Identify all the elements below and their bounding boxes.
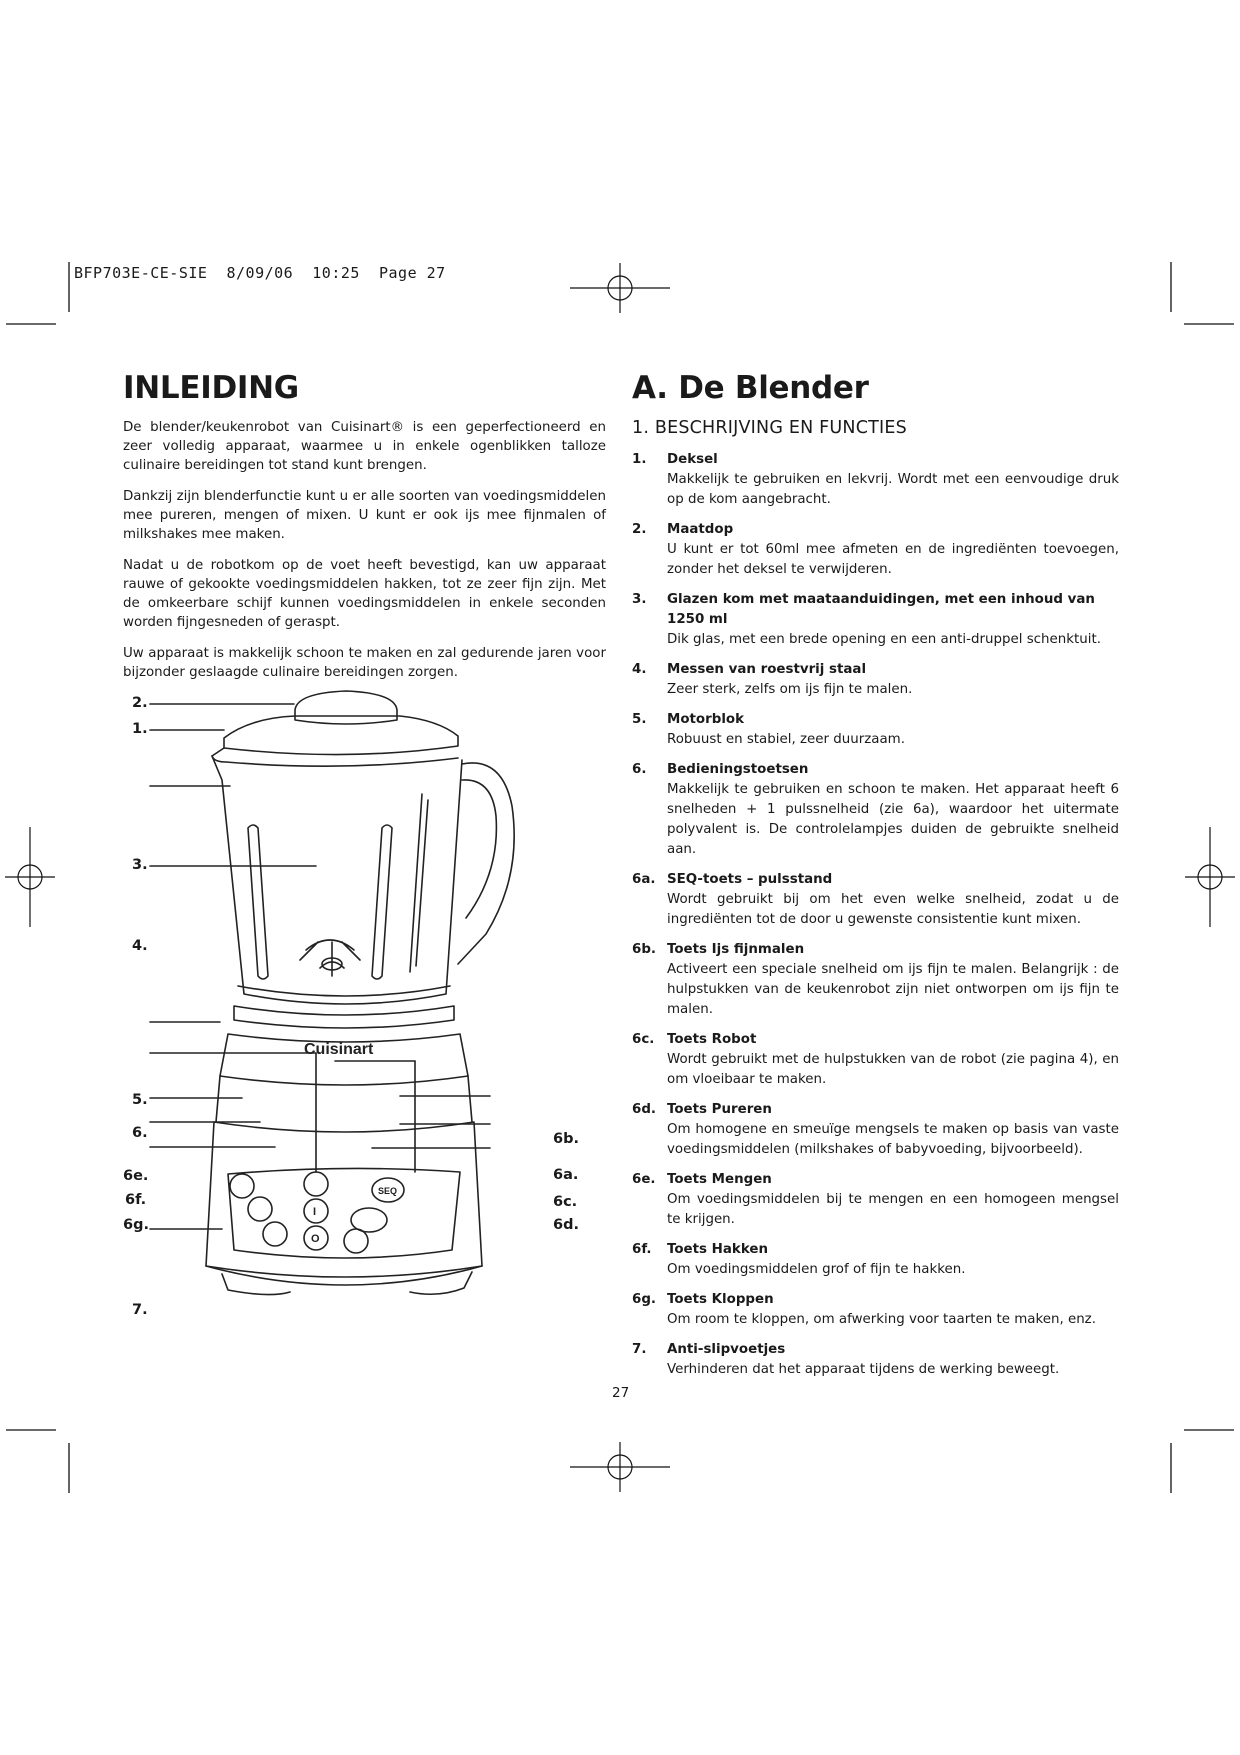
feature-item bbox=[632, 870, 1119, 930]
feature-description: Activeert een speciale snelheid om ijs fijn te malen. Belangrijk : de hulpstukken van de keukenrobot zijn niet ontworpen om ijs fijn te malen. bbox=[667, 962, 1119, 1017]
description-subheading: 1. BESCHRIJVING EN FUNCTIES bbox=[632, 418, 907, 438]
callout-4: 4. bbox=[132, 938, 148, 954]
blender-heading: A. De Blender bbox=[632, 370, 869, 406]
callout-2: 2. bbox=[132, 695, 148, 711]
feature-item bbox=[632, 520, 1119, 580]
page-number: 27 bbox=[612, 1385, 630, 1401]
seq-label: SEQ bbox=[378, 1186, 398, 1196]
feature-title: Bedieningstoetsen bbox=[667, 762, 809, 777]
feature-number: 6a. bbox=[632, 872, 656, 887]
jar-handle bbox=[458, 763, 514, 964]
measuring-cap bbox=[295, 691, 397, 724]
callout-6d: 6d. bbox=[553, 1217, 579, 1233]
registration-mark-bottom bbox=[570, 1442, 670, 1492]
callout-6a: 6a. bbox=[553, 1167, 579, 1183]
callout-6b: 6b. bbox=[553, 1131, 579, 1147]
feature-description: Verhinderen dat het apparaat tijdens de werking beweegt. bbox=[667, 1362, 1060, 1377]
feature-description: Om voedingsmiddelen bij te mengen en een homogeen mengsel te krijgen. bbox=[667, 1192, 1119, 1227]
lid bbox=[224, 716, 458, 755]
feature-number: 3. bbox=[632, 592, 647, 607]
intro-paragraph: Nadat u de robotkom op de voet heeft bevestigd, kan uw apparaat rauwe of gekookte voedingsmiddelen hakken, tot ze zeer fijn zijn. Met de omkeerbare schijf kunnen voedingsmiddelen in enkele seconden worden fijngesneden of geraspt. bbox=[123, 558, 606, 630]
callout-7: 7. bbox=[132, 1302, 148, 1318]
feature-number: 6. bbox=[632, 762, 647, 777]
feature-description: Om homogene en smeuïge mengsels te maken op basis van vaste voedingsmiddelen (milkshakes of babyvoeding, bijvoorbeeld). bbox=[667, 1122, 1119, 1157]
callout-6f: 6f. bbox=[125, 1192, 147, 1208]
feature-item bbox=[632, 1100, 1119, 1160]
callout-6e: 6e. bbox=[123, 1168, 149, 1184]
callout-6: 6. bbox=[132, 1125, 148, 1141]
callout-6c: 6c. bbox=[553, 1194, 578, 1210]
pulse-label: I bbox=[313, 1206, 317, 1218]
feature-description: U kunt er tot 60ml mee afmeten en de ingrediënten toevoegen, zonder het deksel te verwijderen. bbox=[667, 542, 1119, 577]
feature-title: Toets Robot bbox=[667, 1032, 757, 1047]
introduction-section bbox=[123, 370, 606, 694]
feature-item bbox=[632, 450, 1119, 510]
feature-title: Toets Hakken bbox=[667, 1242, 768, 1257]
feature-description: Dik glas, met een brede opening en een anti-druppel schenktuit. bbox=[667, 632, 1101, 647]
feature-title: Toets Kloppen bbox=[667, 1292, 774, 1307]
feature-description: Zeer sterk, zelfs om ijs fijn te malen. bbox=[667, 682, 913, 697]
feature-number: 6f. bbox=[632, 1242, 652, 1257]
feature-description: Wordt gebruikt bij om het even welke snelheid, zodat u de ingrediënten tot de door u gewenste consistentie kunt mixen. bbox=[667, 892, 1119, 927]
feature-item bbox=[632, 710, 1119, 750]
feature-item bbox=[632, 660, 1119, 700]
intro-paragraph: Uw apparaat is makkelijk schoon te maken en zal gedurende jaren voor bijzonder geslaagde culinaire bereidingen zorgen. bbox=[123, 646, 606, 680]
feature-item bbox=[632, 1290, 1119, 1330]
callout-1: 1. bbox=[132, 721, 148, 737]
feature-list bbox=[632, 450, 1119, 1380]
feature-item bbox=[632, 940, 1119, 1020]
callout-6g: 6g. bbox=[123, 1217, 149, 1233]
feature-item bbox=[632, 1240, 1119, 1280]
feature-title: Toets Mengen bbox=[667, 1172, 772, 1187]
feature-description: Om room te kloppen, om afwerking voor taarten te maken, enz. bbox=[667, 1312, 1096, 1327]
off-label: O bbox=[311, 1233, 320, 1245]
feature-number: 7. bbox=[632, 1342, 647, 1357]
feature-title: Messen van roestvrij staal bbox=[667, 662, 867, 677]
feature-number: 4. bbox=[632, 662, 647, 677]
print-slug: BFP703E-CE-SIE 8/09/06 10:25 Page 27 bbox=[74, 264, 446, 282]
feature-description: Om voedingsmiddelen grof of fijn te hakken. bbox=[667, 1262, 966, 1277]
feature-number: 5. bbox=[632, 712, 647, 727]
feature-item bbox=[632, 1170, 1119, 1230]
feature-number: 6e. bbox=[632, 1172, 656, 1187]
feature-title: Anti-slipvoetjes bbox=[667, 1342, 786, 1357]
introduction-heading: INLEIDING bbox=[123, 370, 299, 406]
brand-logo: Cuisinart bbox=[304, 1041, 374, 1058]
feature-number: 6g. bbox=[632, 1292, 656, 1307]
feature-title: Toets Ijs fijnmalen bbox=[667, 942, 805, 957]
intro-paragraph: De blender/keukenrobot van Cuisinart® is een geperfectioneerd en zeer volledig apparaat, waarmee u in enkele ogenblikken talloze culinaire bereidingen tot stand kunt brengen. bbox=[123, 420, 606, 473]
feature-item bbox=[632, 760, 1119, 860]
feature-item bbox=[632, 590, 1119, 650]
registration-mark-left bbox=[5, 827, 55, 927]
callout-5: 5. bbox=[132, 1092, 148, 1108]
feet bbox=[222, 1272, 472, 1295]
feature-title: SEQ-toets – pulsstand bbox=[667, 872, 833, 887]
feature-description: Wordt gebruikt met de hulpstukken van de robot (zie pagina 4), en om vloeibaar te maken. bbox=[667, 1052, 1119, 1087]
feature-title: Glazen kom met maataanduidingen, met een inhoud van 1250 ml bbox=[667, 592, 1095, 627]
feature-description: Makkelijk te gebruiken en schoon te maken. Het apparaat heeft 6 snelheden + 1 pulssnelheid (zie 6a), waardoor het uitermate polyvalent is. De controlelampjes duiden de gebruikte snelheid aan. bbox=[667, 782, 1119, 857]
blender-diagram bbox=[110, 676, 590, 1396]
introduction-text bbox=[123, 418, 606, 682]
feature-number: 1. bbox=[632, 452, 647, 467]
registration-mark-top bbox=[570, 263, 670, 313]
callout-3: 3. bbox=[132, 857, 148, 873]
feature-title: Deksel bbox=[667, 452, 718, 467]
glass-jar bbox=[212, 756, 462, 1004]
blender-section bbox=[632, 370, 1119, 1390]
feature-item bbox=[632, 1030, 1119, 1090]
feature-description: Robuust en stabiel, zeer duurzaam. bbox=[667, 732, 905, 747]
feature-number: 6b. bbox=[632, 942, 656, 957]
feature-number: 6d. bbox=[632, 1102, 656, 1117]
feature-title: Toets Pureren bbox=[667, 1102, 772, 1117]
feature-title: Maatdop bbox=[667, 522, 734, 537]
feature-number: 6c. bbox=[632, 1032, 655, 1047]
registration-mark-right bbox=[1185, 827, 1235, 927]
feature-title: Motorblok bbox=[667, 712, 745, 727]
feature-item bbox=[632, 1340, 1119, 1380]
feature-description: Makkelijk te gebruiken en lekvrij. Wordt met een eenvoudige druk op de kom aangebracht. bbox=[667, 472, 1119, 507]
intro-paragraph: Dankzij zijn blenderfunctie kunt u er alle soorten van voedingsmiddelen mee pureren, mengen of mixen. U kunt er ook ijs mee fijnmalen of milkshakes mee maken. bbox=[123, 489, 606, 542]
feature-number: 2. bbox=[632, 522, 647, 537]
blender-illustration bbox=[110, 676, 590, 1396]
